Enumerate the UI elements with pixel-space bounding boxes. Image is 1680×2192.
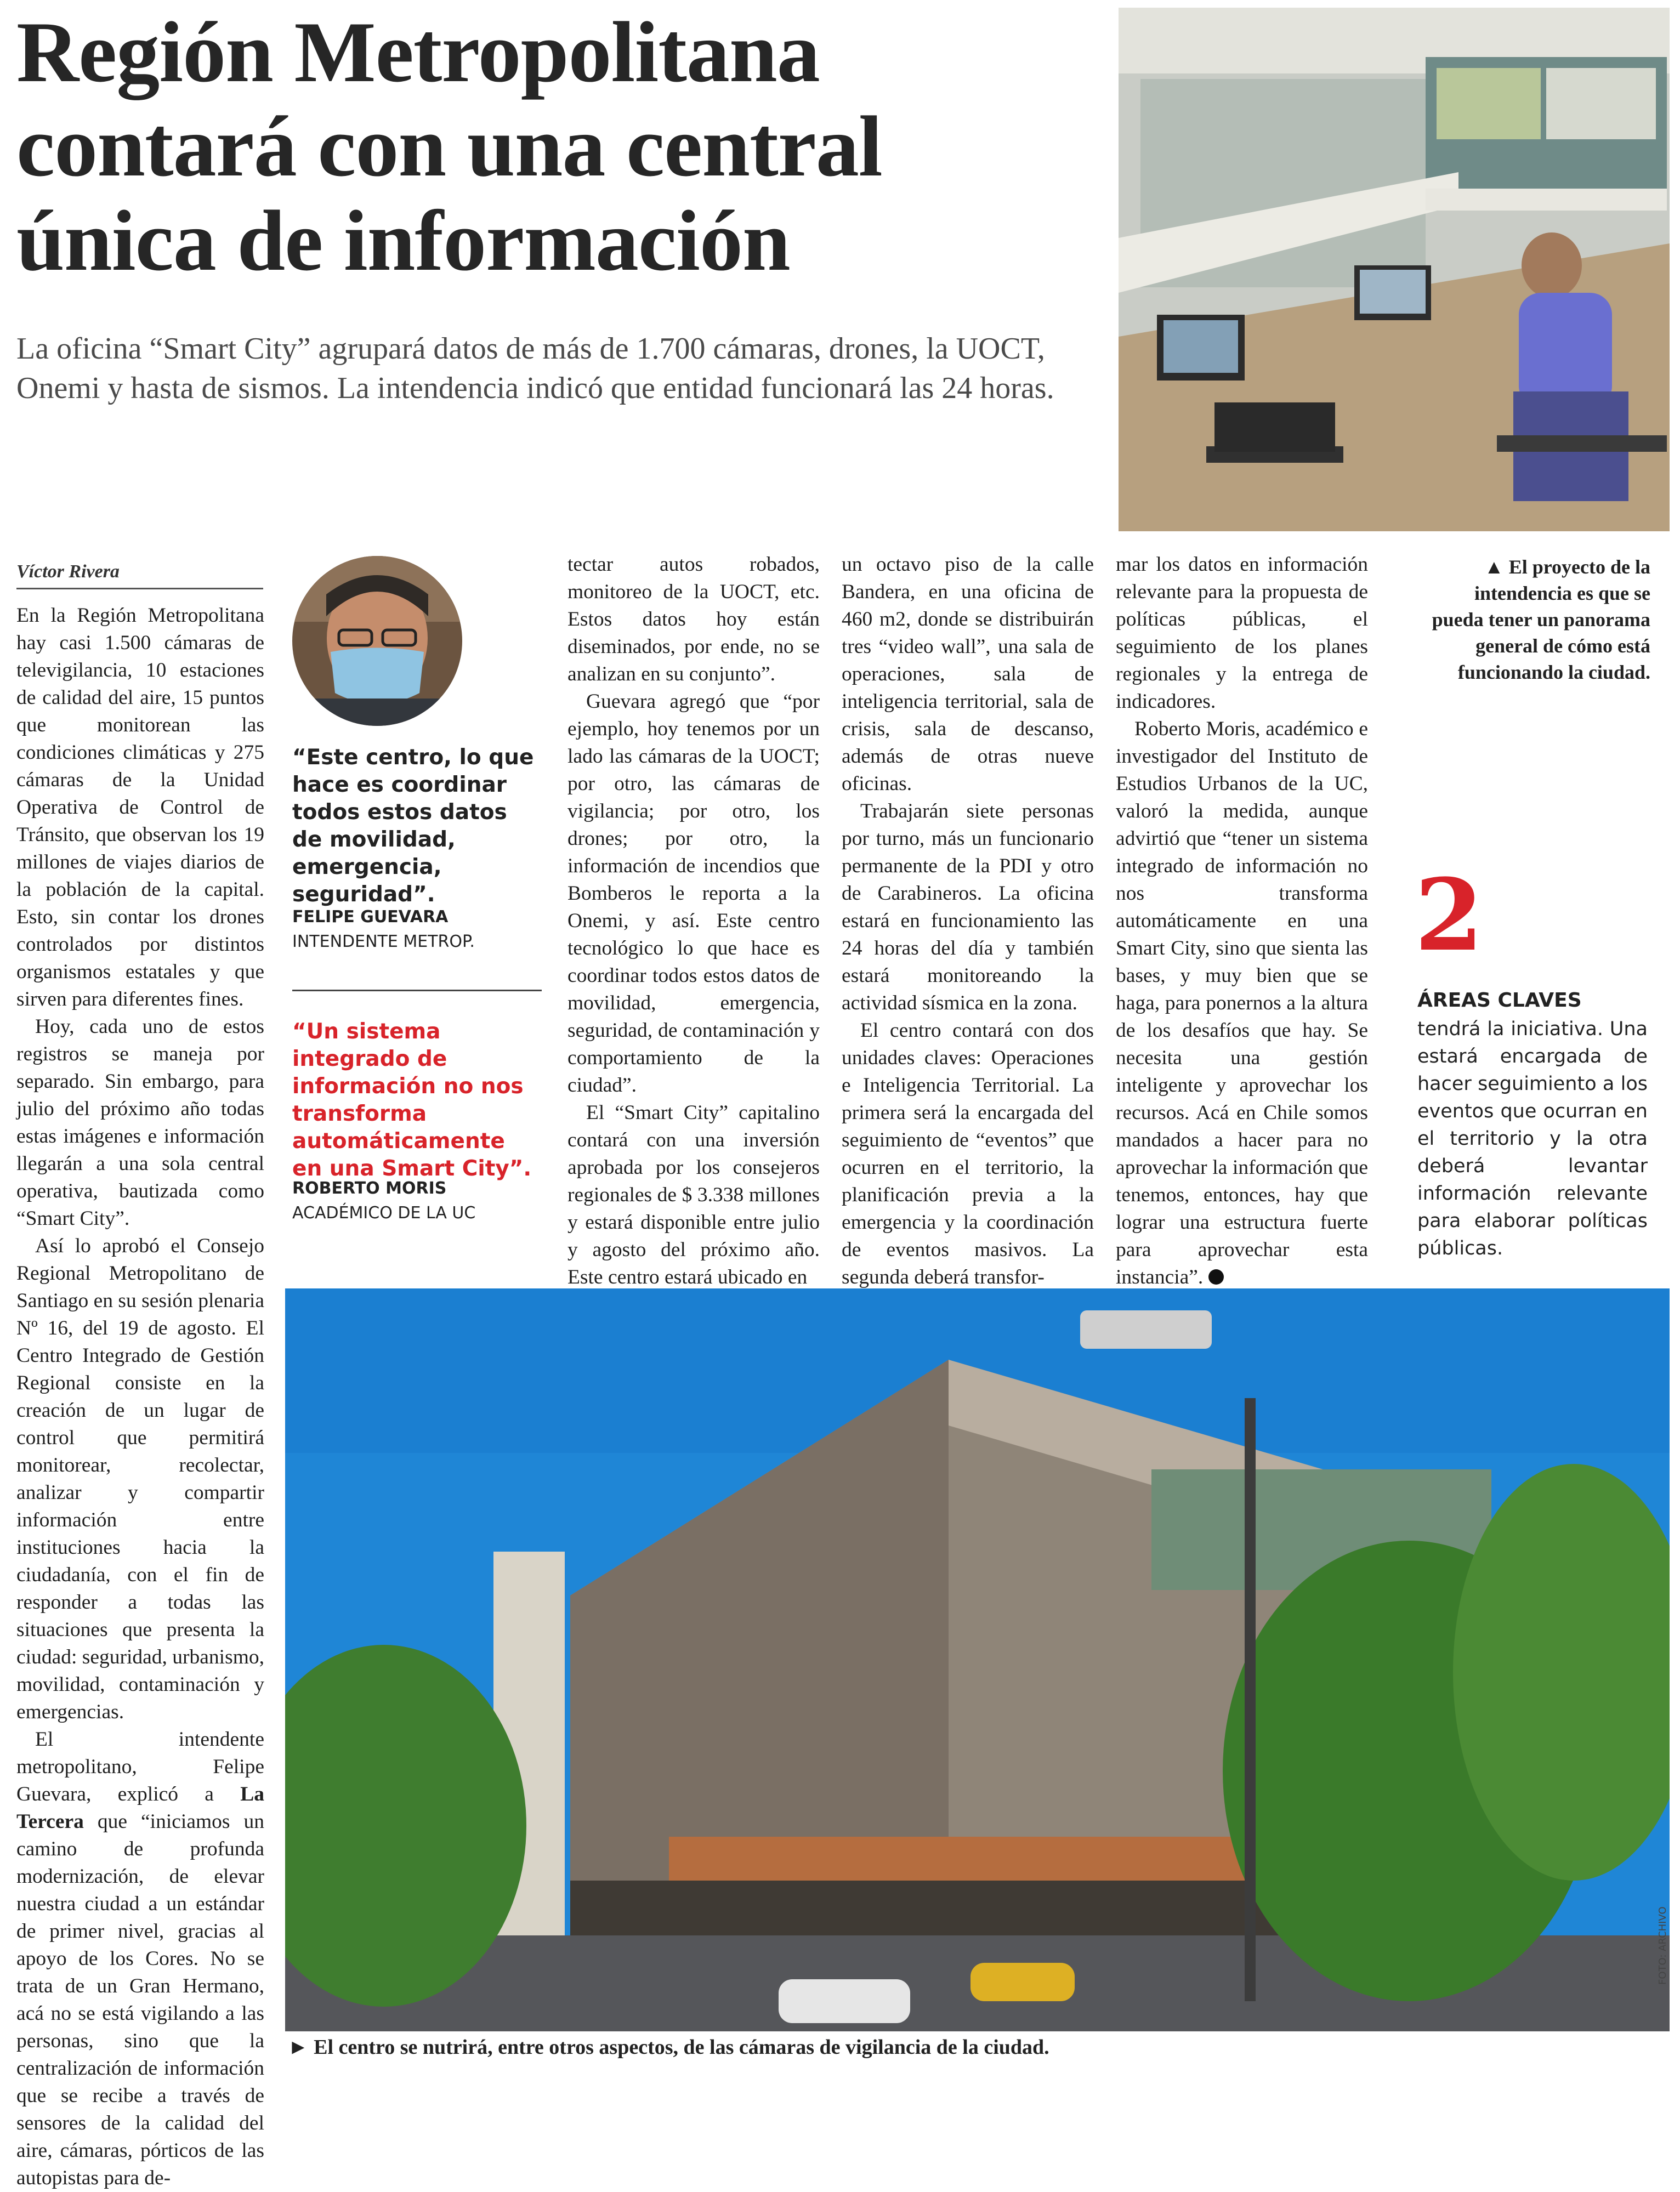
pull-quote: “Este centro, lo que hace es coordinar todos estos datos de movilidad, emergencia, seguridad”.	[292, 745, 534, 907]
triangle-up-icon: ▲	[1484, 556, 1504, 578]
photo-caption-text: El proyecto de la intendencia es que se pueda tener un panorama general de cómo está funcionando la ciudad.	[1432, 556, 1650, 683]
paragraph: En la Región Metropolitana hay casi 1.500 cámaras de televigilancia, 10 estaciones de calidad del aire, 15 puntos que monitorean las condiciones climáticas y 275 cámaras de la Unidad Operativa de Control de Tránsito, que observan los 19 millones de viajes diarios de la población de la capital. Esto, sin contar los drones controlados por distintos organismos estatales y que sirven para diferentes fines.	[16, 604, 264, 1010]
headline-line: contará con una central	[16, 99, 882, 195]
body-column-3	[567, 551, 820, 1291]
paragraph: El centro contará con dos unidades claves: Operaciones e Inteligencia Territorial. La primera será la encargada del seguimiento de “eventos” que ocurren en el territorio, la planificación previa a la emergencia y la coordinación de eventos masivos. La segunda deberá transfor-	[842, 1019, 1094, 1288]
control-room-photo	[1119, 8, 1670, 531]
paragraph	[1116, 715, 1368, 1291]
key-figure-text: tendrá la iniciativa. Una estará encargada de hacer seguimiento a los eventos que ocurran en el territorio y la otra deberá levantar información relevante para elaborar políticas públicas.	[1417, 1018, 1648, 1259]
paragraph-text: El intendente metropolitano, Felipe Guevara, explicó a	[16, 1728, 264, 1805]
photo-caption	[1426, 554, 1650, 685]
key-figure-title: ÁREAS CLAVES	[1417, 989, 1582, 1012]
paragraph: Guevara agregó que “por ejemplo, hoy tenemos por un lado las cámaras de la UOCT; por otro, las cámaras de vigilancia; por otro, los drones; por otro, la información de incendios que Bomberos le reporta a la Onemi, y así. Este centro tecnológico lo que hace es coordinar todos estos datos de movilidad, emergencia, seguridad, de contaminación y comportamiento de la ciudad”.	[567, 690, 820, 1097]
arrow-right-icon: ►	[288, 2036, 309, 2059]
paragraph: mar los datos en información relevante para la propuesta de políticas públicas, el seguimiento de los planes regionales y la entrega de indicadores.	[1116, 553, 1368, 713]
deck	[16, 329, 1113, 408]
divider	[292, 990, 542, 991]
paragraph-text: Roberto Moris, académico e investigador del Instituto de Estudios Urbanos de la UC, valoró la medida, aunque advirtió que “tener un sistema integrado de información no nos transforma automáticamente en una Smart City, sino que sienta las bases, y muy bien que se haga, para ponernos a la altura de los desafíos que hay. Se necesita una gestión inteligente y aprovechar los recursos. Acá en Chile somos mandados a hacer para no aprovechar la información que tenemos, entonces, hay que lograr una estructura fuerte para aprovechar esta instancia”.	[1116, 718, 1368, 1288]
quote-author-role: ACADÉMICO DE LA UC	[292, 1203, 476, 1223]
quote-author-role: INTENDENTE METROP.	[292, 932, 475, 951]
paragraph-text: que “iniciamos un camino de profunda modernización, de elevar nuestra ciudad a un estándar de primer nivel, gracias al apoyo de los Cores. No se trata de un Gran Hermano, acá no se está vigilando a las personas, sino que la centralización de información que se recibe a través de sensores de la calidad del aire, cámaras, pórticos de las autopistas para de-	[16, 1810, 264, 2189]
paragraph	[16, 1726, 264, 2192]
key-figure-number: 2	[1415, 858, 1484, 973]
paragraph: un octavo piso de la calle Bandera, en una oficina de 460 m2, donde se distribuirán tres “video wall”, una sala de operaciones, sala de inteligencia territorial, sala de crisis, sala de descanso, además de otras nueve oficinas.	[842, 553, 1094, 795]
paragraph: Así lo aprobó el Consejo Regional Metropolitano de Santiago en su sesión plenaria Nº 16, del 19 de agosto. El Centro Integrado de Gestión Regional consiste en la creación de un lugar de control que permitirá monitorear, recolectar, analizar y compartir información entre instituciones hacia la ciudadanía, con el fin de responder a todas las situaciones que presenta la ciudad: seguridad, urbanismo, movilidad, contaminación y emergencias.	[16, 1235, 264, 1723]
paragraph: Trabajarán siete personas por turno, más un funcionario permanente de la PDI y otro de Carabineros. La oficina estará en funcionamiento las 24 horas del día y también estará monitoreando la actividad sísmica en la zona.	[842, 800, 1094, 1014]
body-column-5	[1116, 551, 1368, 1291]
headline	[16, 5, 1108, 288]
headline-line: Región Metropolitana	[16, 4, 820, 100]
photo-caption-text: El centro se nutrirá, entre otros aspectos, de las cámaras de vigilancia de la ciudad.	[314, 2036, 1049, 2059]
body-column-1	[16, 602, 264, 2192]
deck-line: Onemi y hasta de sismos. La intendencia indicó que entidad funcionará las 24 horas.	[16, 371, 1054, 405]
body-column-4	[842, 551, 1094, 1291]
quote-author-name: ROBERTO MORIS	[292, 1179, 447, 1198]
end-mark-icon	[1208, 1269, 1224, 1285]
paragraph: El “Smart City” capitalino contará con una inversión aprobada por los consejeros regionales de $ 3.338 millones y estará disponible entre julio y agosto del próximo año. Este centro estará ubicado en	[567, 1101, 820, 1288]
paragraph: tectar autos robados, monitoreo de la UOCT, etc. Estos datos hoy están diseminados, por ende, no se analizan en su conjunto”.	[567, 553, 820, 685]
photo-caption-bottom	[288, 2035, 1049, 2059]
deck-line: La oficina “Smart City” agrupará datos de más de 1.700 cámaras, drones, la UOCT,	[16, 332, 1045, 366]
byline: Víctor Rivera	[16, 561, 263, 589]
photo-credit: FOTO: ARCHIVO	[1657, 1906, 1668, 1985]
paragraph: Hoy, cada uno de estos registros se maneja por separado. Sin embargo, para julio del próximo año todas estas imágenes e información llegarán a una sola central operativa, bautizada como “Smart City”.	[16, 1015, 264, 1230]
building-photo	[285, 1288, 1670, 2031]
headline-line: única de información	[16, 193, 790, 289]
publication-name: La Tercera	[16, 1783, 264, 1833]
avatar	[292, 556, 462, 726]
quote-author-name: FELIPE GUEVARA	[292, 907, 449, 927]
pull-quote: “Un sistema integrado de información no nos transforma automáticamente en una Smart City”.	[292, 1019, 532, 1181]
